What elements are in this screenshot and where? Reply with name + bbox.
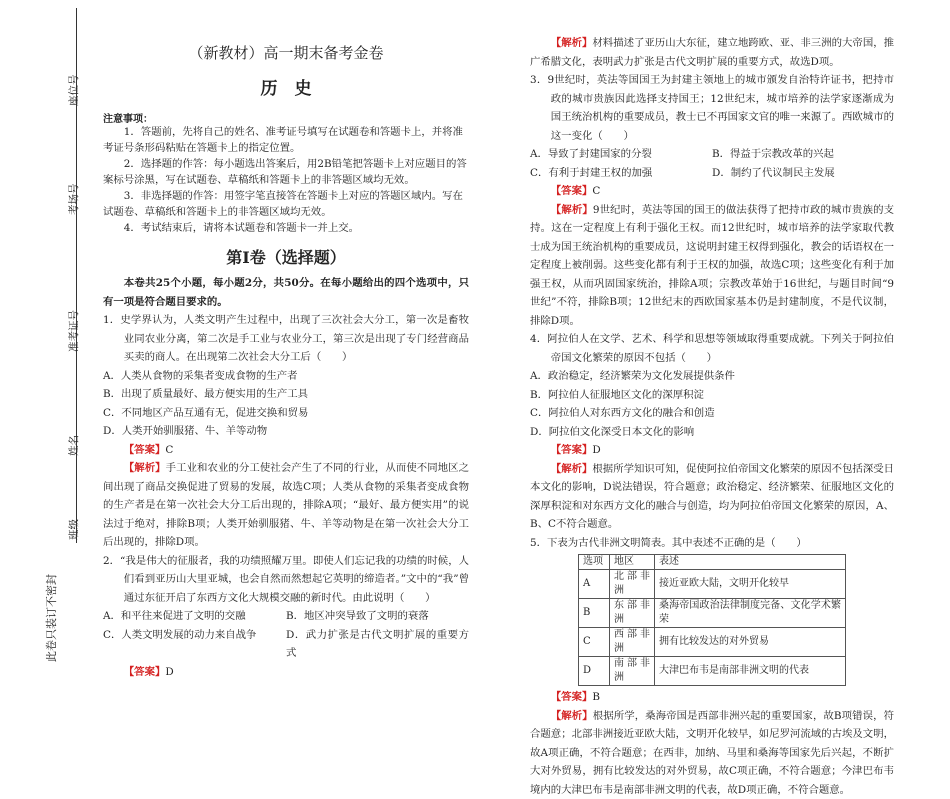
analysis xyxy=(530,34,894,71)
notice-heading: 注意事项： xyxy=(103,110,469,125)
option-row xyxy=(103,607,469,626)
question-1 xyxy=(103,311,469,681)
table-row xyxy=(579,628,846,657)
table-header: 选项 xyxy=(579,555,610,570)
question-stem: 4．阿拉伯人在文学、艺术、科学和思想等领域取得重要成就。下列关于阿拉伯帝国文化繁荣的原因不包括（ ） xyxy=(530,330,894,367)
question-stem: 2．“我是伟大的征服者，我的功绩照耀万里。即使人们忘记我的功绩的时候，人们看到亚历山大里亚城，也会自然而然想起它英明的缔造者。”文中的“我”曾通过东征开启了东西方文化大规模交融的新时代。由此说明（ ） xyxy=(103,552,469,608)
notice-item: 4．考试结束后，请将本试题卷和答题卡一并上交。 xyxy=(103,220,469,236)
answer-label: 【答案】 xyxy=(551,444,593,456)
answer-value: C xyxy=(165,444,173,456)
table-cell: D xyxy=(579,657,610,686)
room-label: 考场号 xyxy=(66,184,81,216)
option: A．政治稳定，经济繁荣为文化发展提供条件 xyxy=(530,367,894,386)
class-label: 班级 xyxy=(66,519,81,540)
answer-line xyxy=(530,688,894,707)
exam-title: （新教材）高一期末备考金卷 xyxy=(100,42,472,63)
table-cell: 西部非洲 xyxy=(610,628,655,657)
option: C．人类文明发展的动力来自战争 xyxy=(103,626,286,663)
analysis xyxy=(103,459,469,552)
analysis-label: 【解析】 xyxy=(551,710,593,722)
table-cell: 南部非洲 xyxy=(610,657,655,686)
table-cell: 大津巴布韦是南部非洲文明的代表 xyxy=(655,657,846,686)
table-cell: 接近亚欧大陆，文明开化较早 xyxy=(655,570,846,599)
table-cell: C xyxy=(579,628,610,657)
option: C．不同地区产品互通有无，促进交换和贸易 xyxy=(103,404,469,423)
table-header-row xyxy=(579,555,846,570)
analysis-label: 【解析】 xyxy=(551,37,593,49)
analysis-label: 【解析】 xyxy=(124,462,166,474)
answer-line xyxy=(103,441,469,460)
option-row xyxy=(103,626,469,663)
table-cell: A xyxy=(579,570,610,599)
table-cell: 北部非洲 xyxy=(610,570,655,599)
option: A．导致了封建国家的分裂 xyxy=(530,145,712,164)
seat-label: 座位号 xyxy=(66,75,81,107)
table-header: 地区 xyxy=(610,555,655,570)
answer-value: C xyxy=(592,185,600,197)
option: B．阿拉伯人征服地区文化的深厚积淀 xyxy=(530,386,894,405)
option-row xyxy=(530,164,894,183)
answer-label: 【答案】 xyxy=(551,691,593,703)
answer-value: D xyxy=(592,444,600,456)
option: D．制约了代议制民主发展 xyxy=(712,164,894,183)
table-cell: 桑海帝国政治法律制度完备、文化学术繁荣 xyxy=(655,599,846,628)
table-cell: 东部非洲 xyxy=(610,599,655,628)
answer-label: 【答案】 xyxy=(124,666,166,678)
option: C．有利于封建王权的加强 xyxy=(530,164,712,183)
analysis-text: 根据所学知识可知，促使阿拉伯帝国文化繁荣的原因不包括深受日本文化的影响，D说法错误，符合题意；政治稳定、经济繁荣、征服地区文化的深厚积淀和对东西方文化的融合与创造，均为阿拉伯帝国文化繁荣的原因，A、B、C不符合题意。 xyxy=(530,463,894,531)
section-intro: 本卷共25个小题，每小题2分，共50分。在每小题给出的四个选项中，只有一项是符合题目要求的。 xyxy=(103,274,469,311)
question-stem: 5．下表为古代非洲文明简表。其中表述不正确的是（ ） xyxy=(530,534,894,553)
option: A．人类从食物的采集者变成食物的生产者 xyxy=(103,367,469,386)
analysis-text: 9世纪时，英法等国的国王的做法获得了把持市政的城市贵族的支持。这在一定程度上有利于强化王权。而12世纪时，城市培养的法学家取代教士成为国王统治机构的重要成员，这说明封建王权得到强化，教会的话语权在一定程度上被削弱。这些变化都有利于王权的加强，故选C项；这些变化有利于加强王权，从而巩固国家统治，排除A项；宗教改革始于16世纪，与题目时间“9世纪”不符，排除B项；12世纪末的西欧国家基本仍是封建制度，不是代议制，排除D项。 xyxy=(530,204,894,327)
notice-item: 1．答题前，先将自己的姓名、准考证号填写在试题卷和答题卡上，并将准考证号条形码粘贴在答题卡上的指定位置。 xyxy=(103,124,469,156)
question-stem: 3．9世纪时，英法等国国王为封建主领地上的城市颁发自治特许证书，把持市政的城市贵族因此选择支持国王；12世纪末，城市培养的法学家逐渐成为国王统治机构的重要成员，教士已不再国家文官的唯一来源了。西欧城市的这一变化（ ） xyxy=(530,71,894,145)
name-label: 姓名 xyxy=(66,435,81,456)
answer-value: D xyxy=(165,666,173,678)
binding-note: 此卷只装订不密封 xyxy=(43,574,59,662)
option: A．和平往来促进了文明的交融 xyxy=(103,607,286,626)
option: D．阿拉伯文化深受日本文化的影响 xyxy=(530,423,894,442)
table-row xyxy=(579,570,846,599)
option: B．得益于宗教改革的兴起 xyxy=(712,145,894,164)
right-column xyxy=(530,34,894,799)
analysis-text: 材料描述了亚历山大东征，建立地跨欧、亚、非三洲的大帝国，推广希腊文化，表明武力扩张是古代文明扩展的重要方式，故选D项。 xyxy=(530,37,894,68)
option: D．武力扩张是古代文明扩展的重要方式 xyxy=(286,626,469,663)
option: D．人类开始驯服猪、牛、羊等动物 xyxy=(103,422,469,441)
section-title: 第Ⅰ卷（选择题） xyxy=(100,245,472,268)
ticket-label: 准考证号 xyxy=(66,310,81,352)
option-row xyxy=(530,145,894,164)
question-stem: 1．史学界认为，人类文明产生过程中，出现了三次社会大分工，第一次是畜牧业同农业分离，第二次是手工业与农业分工，第三次是出现了专门经营商品买卖的商人。在出现第二次社会大分工后（ ） xyxy=(103,311,469,367)
analysis-label: 【解析】 xyxy=(551,204,593,216)
table-row xyxy=(579,599,846,628)
subject-title: 历 史 xyxy=(100,74,472,99)
option: C．阿拉伯人对东西方文化的融合和创造 xyxy=(530,404,894,423)
answer-line xyxy=(530,441,894,460)
analysis xyxy=(530,707,894,799)
answer-label: 【答案】 xyxy=(551,185,593,197)
answer-line xyxy=(530,182,894,201)
notice-item: 3．非选择题的作答：用签字笔直接答在答题卡上对应的答题区域内。写在试题卷、草稿纸和答题卡上的非答题区域均无效。 xyxy=(103,188,469,220)
table-row xyxy=(579,657,846,686)
table-cell: 拥有比较发达的对外贸易 xyxy=(655,628,846,657)
answer-value: B xyxy=(592,691,600,703)
africa-table xyxy=(578,554,846,686)
option: B．出现了质量最好、最方便实用的生产工具 xyxy=(103,385,469,404)
notice-item: 2．选择题的作答：每小题选出答案后，用2B铅笔把答题卡上对应题目的答案标号涂黑，写在试题卷、草稿纸和答题卡上的非答题区域均无效。 xyxy=(103,156,469,188)
option: B．地区冲突导致了文明的衰落 xyxy=(286,607,469,626)
table-cell: B xyxy=(579,599,610,628)
analysis-text: 根据所学，桑海帝国是西部非洲兴起的重要国家，故B项错误，符合题意；北部非洲接近亚欧大陆，文明开化较早，如尼罗河流域的古埃及文明，故A项正确，不符合题意；在西非，加纳、马里和桑海等国家先后兴起，不断扩大对外贸易，拥有比较发达的对外贸易，故C项正确，不符合题意；今津巴布韦境内的大津巴布韦是南部非洲文明的代表，故D项正确，不符合题意。 xyxy=(530,710,894,796)
table-header: 表述 xyxy=(655,555,846,570)
analysis xyxy=(530,460,894,534)
analysis-text: 手工业和农业的分工使社会产生了不同的行业，从而使不同地区之间出现了商品交换促进了贸易的发展，故选C项；人类从食物的采集者变成食物的生产者是在第一次社会大分工后出现的，排除A项；“最好、最方便实用”的说法过于绝对，排除B项；人类开始驯服猪、牛、羊等动物是在第一次社会大分工后出现的，排除D项。 xyxy=(103,462,469,548)
analysis xyxy=(530,201,894,331)
analysis-label: 【解析】 xyxy=(551,463,593,475)
answer-label: 【答案】 xyxy=(124,444,166,456)
notice-list xyxy=(103,124,469,236)
